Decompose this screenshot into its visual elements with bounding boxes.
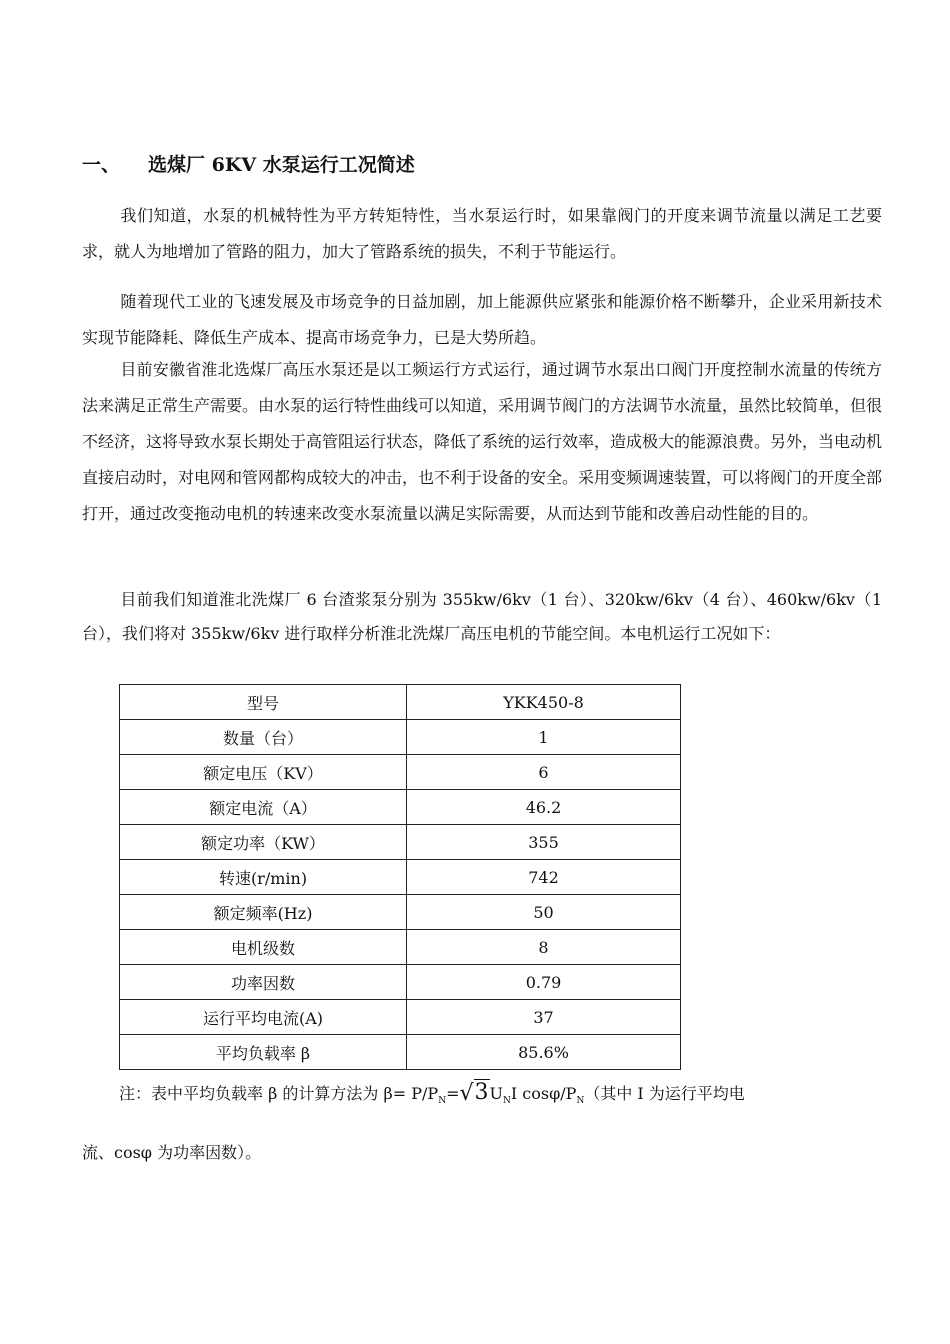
table-row xyxy=(120,895,681,930)
sqrt-symbol: √ xyxy=(459,1081,474,1106)
section-heading xyxy=(82,150,415,177)
table-value-cell: 85.6% xyxy=(407,1035,681,1070)
section-title: 选煤厂 6KV 水泵运行工况简述 xyxy=(148,154,415,176)
table-row xyxy=(120,1035,681,1070)
table-value-cell: 1 xyxy=(407,720,681,755)
table-row xyxy=(120,1000,681,1035)
table-value-cell: 6 xyxy=(407,755,681,790)
formula-note xyxy=(119,1080,889,1106)
note-u: U xyxy=(489,1084,503,1103)
table-value-cell: 8 xyxy=(407,930,681,965)
motor-spec-table xyxy=(119,684,681,1070)
paragraph-3: 目前安徽省淮北选煤厂高压水泵还是以工频运行方式运行，通过调节水泵出口阀门开度控制水流量的传统方法来满足正常生产需要。由水泵的运行特性曲线可以知道，采用调节阀门的方法调节水流量，虽然比较简单，但很不经济，这将导致水泵长期处于高管阻运行状态，降低了系统的运行效率，造成极大的能源浪费。另外，当电动机直接启动时，对电网和管网都构成较大的冲击，也不利于设备的安全。采用变频调速装置，可以将阀门的开度全部打开，通过改变拖动电机的转速来改变水泵流量以满足实际需要，从而达到节能和改善启动性能的目的。 xyxy=(82,360,883,523)
table-key-cell: 转速(r/min) xyxy=(120,860,407,895)
table-row xyxy=(120,825,681,860)
table-key-cell: 额定电流（A） xyxy=(120,790,407,825)
table-value-cell: YKK450-8 xyxy=(407,685,681,720)
note-sub-n2: N xyxy=(502,1096,511,1107)
note-middle: I cosφ/P xyxy=(510,1084,577,1103)
note-sub-n3: N xyxy=(576,1096,585,1107)
table-value-cell: 37 xyxy=(407,1000,681,1035)
section-number: 一、 xyxy=(82,154,121,176)
table-row xyxy=(120,965,681,1000)
paragraph-1: 我们知道，水泵的机械特性为平方转矩特性，当水泵运行时，如果靠阀门的开度来调节流量以满足工艺要求，就人为地增加了管路的阻力，加大了管路系统的损失，不利于节能运行。 xyxy=(82,206,882,261)
note-sub-n1: N xyxy=(438,1096,447,1107)
table-key-cell: 额定频率(Hz) xyxy=(120,895,407,930)
table-row xyxy=(120,930,681,965)
note-eq: = xyxy=(446,1084,460,1103)
table-key-cell: 电机级数 xyxy=(120,930,407,965)
table-row xyxy=(120,720,681,755)
table-key-cell: 数量（台） xyxy=(120,720,407,755)
table-key-cell: 额定功率（KW） xyxy=(120,825,407,860)
table-value-cell: 355 xyxy=(407,825,681,860)
table-key-cell: 额定电压（KV） xyxy=(120,755,407,790)
paragraph-2: 随着现代工业的飞速发展及市场竞争的日益加剧，加上能源供应紧张和能源价格不断攀升，企业采用新技术实现节能降耗、降低生产成本、提高市场竞争力，已是大势所趋。 xyxy=(82,292,882,347)
table-row xyxy=(120,685,681,720)
table-value-cell: 46.2 xyxy=(407,790,681,825)
formula-note-line2: 流、cosφ 为功率因数）。 xyxy=(82,1143,262,1162)
table-value-cell: 0.79 xyxy=(407,965,681,1000)
note-prefix: 注：表中平均负载率 β 的计算方法为 β= P/P xyxy=(119,1084,439,1103)
table-key-cell: 功率因数 xyxy=(120,965,407,1000)
table-row xyxy=(120,860,681,895)
table-value-cell: 50 xyxy=(407,895,681,930)
sqrt-value: 3 xyxy=(474,1080,489,1105)
table-key-cell: 运行平均电流(A) xyxy=(120,1000,407,1035)
table-key-cell: 平均负载率 β xyxy=(120,1035,407,1070)
table-row xyxy=(120,790,681,825)
paragraph-4: 目前我们知道淮北洗煤厂 6 台渣浆泵分别为 355kw/6kv（1 台）、320kw/6kv（4 台）、460kw/6kv（1 台），我们将对 355kw/6kv 进行取样分析淮北洗煤厂高压电机的节能空间。本电机运行工况如下： xyxy=(82,590,882,643)
table-key-cell: 型号 xyxy=(120,685,407,720)
table-value-cell: 742 xyxy=(407,860,681,895)
note-suffix: （其中 I 为运行平均电 xyxy=(584,1084,745,1103)
table-row xyxy=(120,755,681,790)
